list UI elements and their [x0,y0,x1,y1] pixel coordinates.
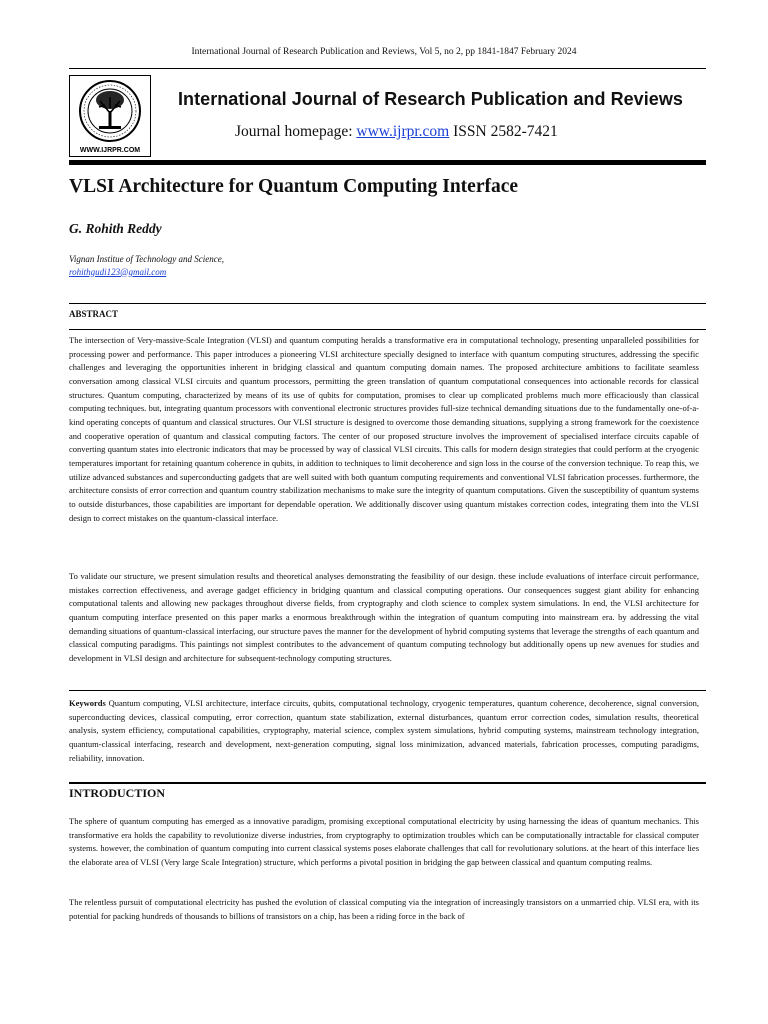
abstract-paragraph: To validate our structure, we present simulation results and theoretical analyses demonstrating the feasibility of our design. these include evaluations of interface circuit performance, mistakes correction effectiveness, and average gadget efficiency in bridging quantum and classical computing operations. Our consequences suggest giant ability for enhancing computational talents and allowing new packages throughout diverse fields, from cryptography and cloth science to complex system simulations. In end, the VLSI architecture for quantum computing interface presented on this paper marks a enormous breakthrough within the integration of quantum computing into mainstream era. by addressing the vital demanding situations of quantum-classical interfacing, our structure paves the manner for the development of hybrid computing systems that leverage the strengths of each quantum and classical computing paradigms. This paintings not simplest contributes to the advancement of quantum computing technology but additionally opens up new avenues for studies and development in VLSI design and architecture for subsequent-technology computing structures. [69,571,699,663]
author-affiliation-block [69,253,224,278]
abstract-top-rule [69,303,706,304]
introduction-paragraph: The sphere of quantum computing has emerged as a innovative paradigm, promising exceptional computational electricity by using harnessing the ideas of quantum mechanics. This transformative era holds the capability to revolutionize diverse industries, from cryptography to optimization troubles which can be computationally intractable for classical computer systems. however, the combination of quantum computing into current classical systems poses elaborate challenges that call for revolutionary solutions. at the heart of this interface lies the elaborate area of VLSI (Very large Scale Integration) structure, which performs a pivotal position in bridging the gap between classical and quantum computing realms. [69,816,699,867]
logo-text: WWW.IJRPR.COM [79,147,141,154]
paper-title: VLSI Architecture for Quantum Computing Interface [69,176,519,197]
journal-homepage-line [235,123,558,141]
introduction-heading: INTRODUCTION [69,786,166,800]
journal-header [69,68,706,161]
journal-logo [69,75,151,157]
abstract-heading: ABSTRACT [69,309,119,319]
abstract-paragraph: The intersection of Very-massive-Scale Integration (VLSI) and quantum computing heralds a transformative era in computational technology, presenting unparalleled possibilities for processing power and performance. This paper introduces a pioneering VLSI architecture specially designed to interface with quantum computing structures, addressing the specific challenges and leveraging the opportunities inherent in bridging classical and quantum computing domain names. The proposed architecture ambitions to facilitate seamless conversation among classical VLSI circuits and quantum processors, permitting the green translation of quantum computational consequences into actionable records for classical structures. Quantum computing, characterized by means of its use of qubits for computation, promises to clear up complicated problems much more efficaciously than classical computing techniques. but, integrating quantum processors with conventional electronic structures provides full-size technical demanding situations due to the fundamentally one-of-a-kind operating concepts of quantum and classical structures. Our VLSI structure is designed to overcome those demanding situations, supplying a strong framework for the coexistence and cooperative operation of quantum and classical computing factors. The center of our proposed structure involves the improvement of specialised interface circuits capable of converting quantum states into electronic indicators that may be processed by way of classical VLSI circuits. This calls for modern design strategies that could perform at the cryogenic temperatures important for retaining quantum coherence in qubits, in addition to techniques to limit decoherence and sign loss in the course of the conversion technique. To reap this, we utilize advanced substances and superconducting gadgets that are well suited with both quantum computing requirements and conventional VLSI fabrication processes. furthermore, the architecture consists of error correction and quantum country stabilization mechanisms to make sure the integrity of quantum computations. Given the susceptibility of quantum systems to outside disturbances, those capabilities are important for dependable operation. We additionally discover using quantum mistakes correction codes, integrating them into the VLSI design to correct mistakes on the quantum-classical interface. [69,335,699,523]
keywords-text: Quantum computing, VLSI architecture, interface circuits, qubits, computational technology, cryogenic temperatures, quantum coherence, decoherence, signal conversion, superconducting devices, classical computing, error correction, quantum state stabilization, external disturbances, quantum error correction codes, simulation results, theoretical analysis, system efficiency, computational capabilities, cryptography, material science, complex system simulations, hybrid computing systems, mainstream technology integration, quantum-classical interfacing, research and development, next-generation computing, signal loss minimization, advanced materials, fabrication processes, computing paradigms, reliability, innovation. [69,698,699,763]
homepage-link[interactable]: www.ijrpr.com [356,123,450,140]
keywords-block [69,697,699,765]
author-email-link[interactable]: rohithgudi123@gmail.com [69,266,167,277]
affiliation: Vignan Institue of Technology and Science, [69,254,224,264]
issn: ISSN 2582-7421 [453,123,558,140]
author-name: G. Rohith Reddy [69,221,162,236]
introduction-top-rule [69,782,706,784]
header-divider [69,160,706,165]
journal-name: International Journal of Research Publication and Reviews [178,89,683,109]
abstract-heading-rule [69,329,706,330]
running-header: International Journal of Research Publication and Reviews, Vol 5, no 2, pp 1841-1847 February 2024 [191,47,577,57]
homepage-prefix: Journal homepage: [235,123,353,140]
keywords-top-rule [69,690,706,691]
introduction-paragraph: The relentless pursuit of computational electricity has pushed the evolution of classical computing via the integration of increasingly transistors on a unmarried chip. VLSI era, with its potential for packing hundreds of thousands to billions of transistors on a chip, has been a riding force in the back of [69,897,699,921]
keywords-label: Keywords [69,698,106,708]
